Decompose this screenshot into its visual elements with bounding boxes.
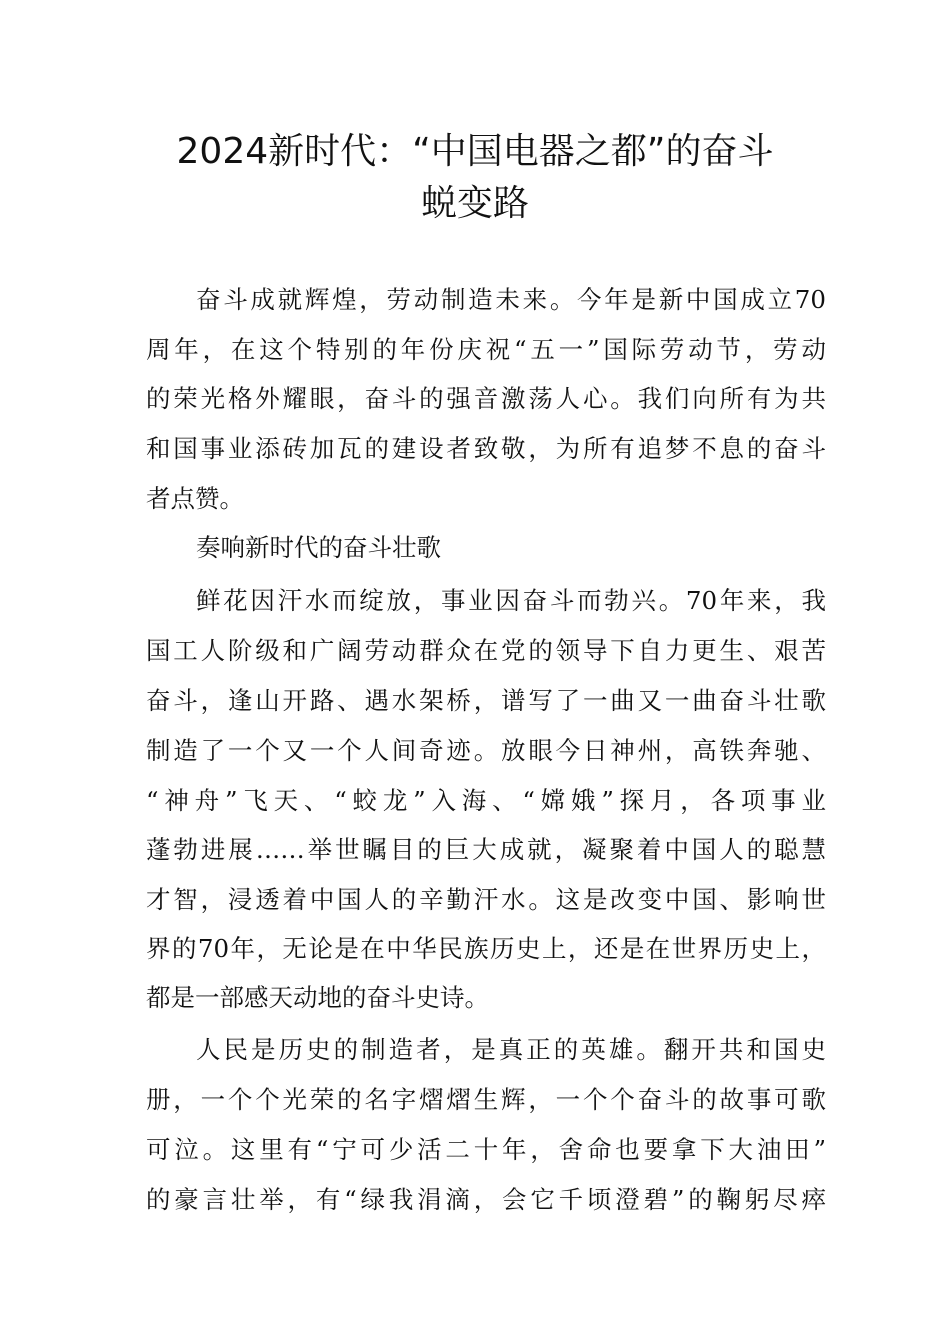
body-line: 国工人阶级和广阔劳动群众在党的领导下自力更生、艰苦 — [146, 636, 826, 665]
body-line: 都是一部感天动地的奋斗史诗。 — [146, 983, 489, 1012]
body-line: 册，一个个光荣的名字熠熠生辉，一个个奋斗的故事可歌 — [146, 1085, 826, 1114]
body-line: 的豪言壮举，有“绿我涓滴，会它千顷澄碧”的鞠躬尽瘁 — [146, 1185, 826, 1214]
body-line: 和国事业添砖加瓦的建设者致敬，为所有追梦不息的奋斗 — [146, 434, 826, 463]
body-line: 制造了一个又一个人间奇迹。放眼今日神州，高铁奔驰、 — [146, 736, 826, 765]
document-title-line-1: 2024新时代：“中国电器之都”的奋斗 — [176, 131, 774, 172]
body-line: 的荣光格外耀眼，奋斗的强音激荡人心。我们向所有为共 — [146, 384, 826, 413]
section-heading: 奏响新时代的奋斗壮歌 — [196, 533, 441, 562]
body-line: 奋斗，逢山开路、遇水架桥，谱写了一曲又一曲奋斗壮歌 — [146, 686, 826, 715]
body-line: 才智，浸透着中国人的辛勤汗水。这是改变中国、影响世 — [146, 885, 826, 914]
body-line: 者点赞。 — [146, 484, 244, 513]
body-line: 蓬勃进展……举世瞩目的巨大成就，凝聚着中国人的聪慧 — [146, 835, 826, 864]
body-line: 周年，在这个特别的年份庆祝“五一”国际劳动节，劳动 — [146, 335, 826, 364]
body-line: 人民是历史的制造者，是真正的英雄。翻开共和国史 — [196, 1035, 826, 1064]
body-line: 可泣。这里有“宁可少活二十年，舍命也要拿下大油田” — [146, 1135, 826, 1164]
body-line: 鲜花因汗水而绽放，事业因奋斗而勃兴。70年来，我 — [196, 586, 826, 615]
body-line: “神舟”飞天、“蛟龙”入海、“嫦娥”探月，各项事业 — [146, 786, 826, 815]
body-line: 界的70年，无论是在中华民族历史上，还是在世界历史上， — [146, 934, 826, 963]
body-line: 奋斗成就辉煌，劳动制造未来。今年是新中国成立70 — [196, 285, 826, 314]
document-title-line-2: 蜕变路 — [420, 183, 529, 224]
